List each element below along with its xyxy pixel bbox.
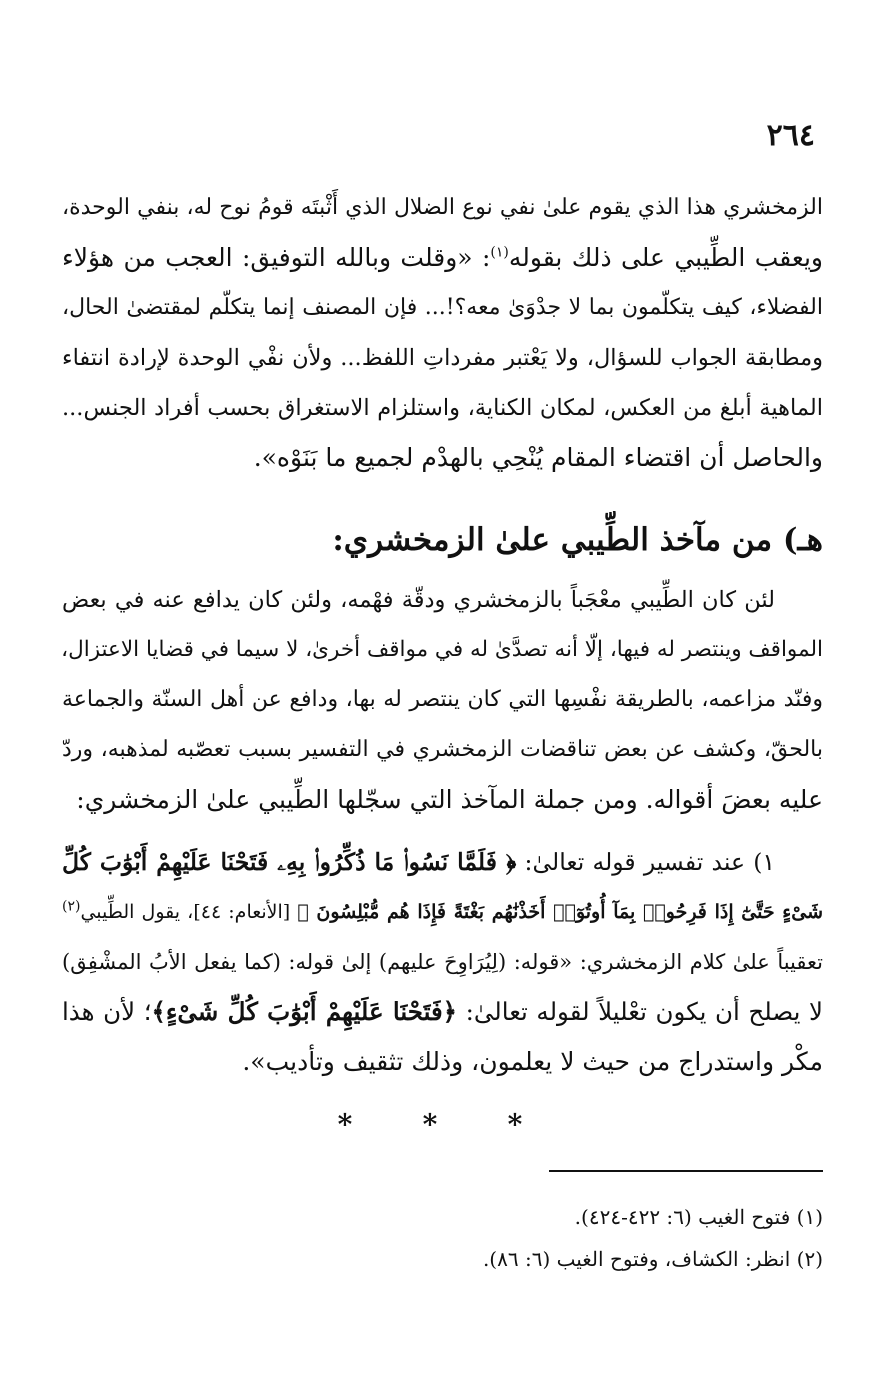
p1-line-2 — [62, 233, 823, 283]
separator-star-2: * — [422, 1108, 438, 1141]
paragraph-3 — [62, 837, 823, 1087]
p2-line-4: بالحقّ، وكشف عن بعض تناقضات الزمخشري في التفسير بسبب تعصّبه لمذهبه، وردّ — [62, 737, 823, 762]
p1-line-6: والحاصل أن اقتضاء المقام يُنْحِي بالهدْم لجميع ما بَنَوْه». — [253, 443, 823, 472]
p3-line-1 — [62, 837, 823, 887]
p1-line-1: الزمخشري هذا الذي يقوم علىٰ نفي نوع الضلال الذي أَثْبتَه قومُ نوح له، بنفي الوحدة، — [62, 195, 823, 220]
p3-line-3: تعقيباً علىٰ كلام الزمخشري: «قوله: (لِيُرَاوِحَ عليهم) إلىٰ قوله: (كما يفعل الأبُ المشْفِق) — [62, 950, 823, 974]
p1-line-2-text-a: ويعقب الطِّيبي على ذلك بقوله — [508, 243, 823, 272]
p3-line-5: مكْر واستدراج من حيث لا يعلمون، وذلك تثقيف وتأديب». — [242, 1047, 823, 1076]
footnote-2: (٢) انظر: الكشاف، وفتوح الغيب (٦: ٨٦). — [482, 1247, 823, 1271]
p3-line-2-text: [الأنعام: ٤٤]، يقول الطِّيبي — [80, 901, 298, 923]
section-separator — [330, 1108, 530, 1141]
separator-star-1: * — [507, 1108, 523, 1141]
p1-line-2-text-b: : «وقلت وبالله التوفيق: العجب من هؤلاء — [62, 243, 491, 272]
p3-line-4-text-a: لا يصلح أن يكون تعْليلاً لقوله تعالىٰ: — [457, 997, 823, 1026]
quran-verse-2: ﴿فَتَحْنَا عَلَيْهِمْ أَبْوَٰبَ كُلِّ شَىْءٍ﴾ — [151, 997, 458, 1026]
p3-line-2 — [62, 887, 823, 937]
p2-line-2: المواقف وينتصر له فيها، إلّا أنه تصدَّىٰ له في مواقف أخرىٰ، لا سيما في قضايا الاعتزال، — [61, 637, 823, 662]
separator-star-3: * — [337, 1108, 353, 1141]
p3-line-1-text: ١) عند تفسير قوله تعالىٰ: — [516, 848, 775, 876]
p1-line-4: ومطابقة الجواب للسؤال، ولا يَعْتبر مفرداتِ اللفظ... ولأن نفْي الوحدة لإرادة انتفاء — [62, 345, 823, 371]
footnotes — [62, 1196, 823, 1280]
footnote-divider — [549, 1170, 823, 1172]
quran-verse-1b: شَىْءٍ حَتَّىٰٓ إِذَا فَرِحُوا۟ بِمَآ أُوتُوٓا۟ أَخَذْنَٰهُم بَغْتَةً فَإِذَا هُم مُّبْلِسُونَ ﴾ — [297, 901, 823, 923]
paragraph-2 — [62, 575, 823, 825]
quran-verse-1a: ﴿ فَلَمَّا نَسُوا۟ مَا ذُكِّرُوا۟ بِهِۦ فَتَحْنَا عَلَيْهِمْ أَبْوَٰبَ كُلِّ — [62, 848, 517, 876]
p3-line-4 — [62, 987, 823, 1037]
p1-line-3: الفضلاء، كيف يتكلّمون بما لا جدْوَىٰ معه؟!... فإن المصنف إنما يتكلّم لمقتضىٰ الحال، — [62, 295, 823, 320]
footnote-ref-1: (١) — [490, 244, 509, 261]
page-number: ٢٦٤ — [766, 118, 815, 153]
footnote-1: (١) فتوح الغيب (٦: ٤٢٢-٤٢٤). — [574, 1205, 823, 1229]
p2-line-1: لئن كان الطِّيبي معْجَباً بالزمخشري ودقّة فهْمه، ولئن كان يدافع عنه في بعض — [62, 587, 775, 613]
p2-line-5: عليه بعضَ أقواله. ومن جملة المآخذ التي سجّلها الطِّيبي علىٰ الزمخشري: — [76, 785, 823, 814]
section-heading: هـ) من مآخذ الطِّيبي علىٰ الزمخشري: — [332, 522, 823, 558]
footnote-ref-2: (٢) — [62, 898, 81, 915]
p1-line-5: الماهية أبلغ من العكس، لمكان الكناية، واستلزام الاستغراق بحسب أفراد الجنس... — [62, 395, 823, 421]
p2-line-3: وفنّد مزاعمه، بالطريقة نفْسِها التي كان ينتصر له بها، ودافع عن أهل السنّة والجماعة — [62, 687, 823, 712]
paragraph-1 — [62, 183, 823, 483]
p3-line-4-text-b: ؛ لأن هذا — [62, 997, 152, 1026]
